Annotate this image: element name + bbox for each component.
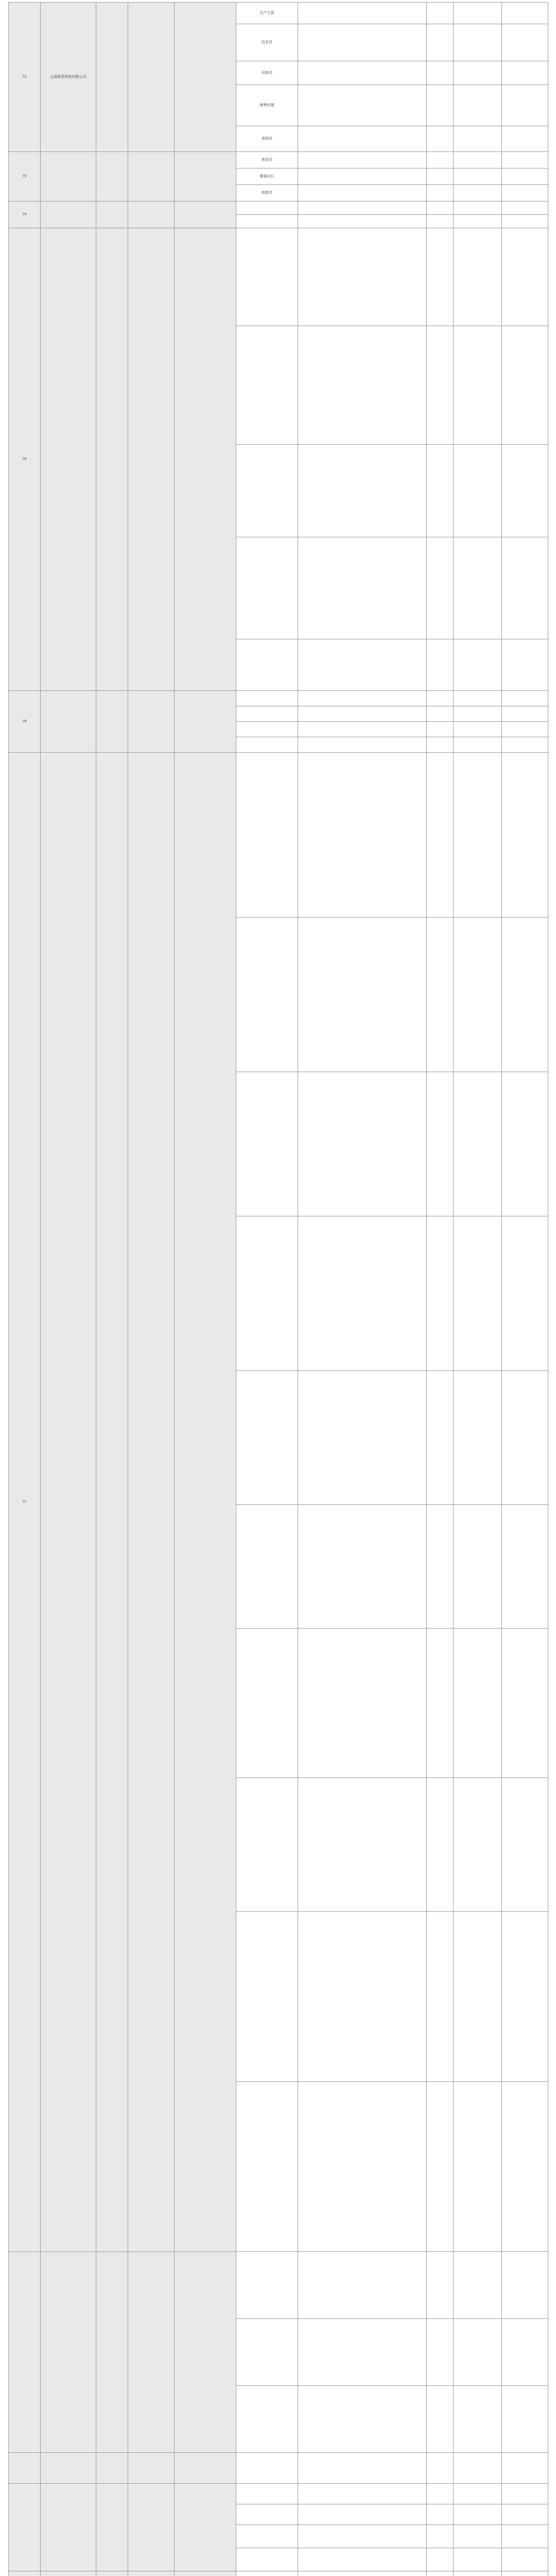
job-note: [502, 126, 548, 152]
company-name: [41, 2252, 96, 2453]
job-salary: [454, 61, 502, 85]
job-title: [236, 2525, 298, 2548]
company-number: 73: [9, 152, 41, 201]
company-contact: [128, 2571, 175, 2576]
company-number: [9, 2571, 41, 2576]
job-requirements: [298, 2453, 427, 2484]
job-note: [502, 1505, 548, 1629]
job-count: [427, 85, 454, 126]
job-note: [502, 215, 548, 228]
job-note: [502, 722, 548, 737]
job-requirements: [298, 722, 427, 737]
company-contact: [128, 691, 175, 753]
job-note: [502, 537, 548, 639]
job-note: [502, 2252, 548, 2319]
job-title: 技术员: [236, 24, 298, 61]
job-note: [502, 2484, 548, 2504]
job-count: [427, 2082, 454, 2252]
company-name: [41, 2484, 96, 2571]
job-requirements: [298, 2548, 427, 2571]
job-salary: [454, 2504, 502, 2525]
job-count: [427, 1912, 454, 2082]
job-note: [502, 2453, 548, 2484]
job-title: 收银员: [236, 185, 298, 201]
job-title: [236, 326, 298, 445]
job-requirements: [298, 228, 427, 326]
job-salary: [454, 24, 502, 61]
job-title: [236, 2386, 298, 2453]
job-count: [427, 3, 454, 24]
job-count: [427, 2548, 454, 2571]
job-note: [502, 1629, 548, 1778]
job-salary: [454, 185, 502, 201]
company-name: [41, 201, 96, 228]
job-salary: [454, 1216, 502, 1371]
job-note: [502, 918, 548, 1072]
job-salary: [454, 737, 502, 753]
job-title: [236, 2504, 298, 2525]
company-contact: [128, 152, 175, 201]
job-count: [427, 737, 454, 753]
job-requirements: [298, 326, 427, 445]
job-count: [427, 228, 454, 326]
job-requirements: [298, 168, 427, 185]
job-title: [236, 2082, 298, 2252]
job-requirements: [298, 2319, 427, 2386]
company-contact: [128, 2252, 175, 2453]
job-note: [502, 1072, 548, 1216]
job-title: [236, 1371, 298, 1505]
job-requirements: [298, 706, 427, 722]
company-region: [96, 2571, 128, 2576]
table-row: [9, 2484, 548, 2504]
company-name: [41, 152, 96, 201]
job-count: [427, 537, 454, 639]
job-requirements: [298, 445, 427, 537]
company-number: 74: [9, 201, 41, 228]
job-requirements: [298, 639, 427, 691]
company-name: [41, 753, 96, 2252]
company-region: [96, 201, 128, 228]
job-title: [236, 1778, 298, 1912]
job-requirements: [298, 61, 427, 85]
table-row: [9, 753, 548, 918]
company-name: 云南恩菲科技有限公司: [41, 3, 96, 152]
company-contact: [128, 2484, 175, 2571]
company-address: [175, 201, 236, 228]
job-title: [236, 2453, 298, 2484]
job-note: [502, 2319, 548, 2386]
company-name: [41, 2453, 96, 2484]
job-salary: [454, 2525, 502, 2548]
job-title: [236, 722, 298, 737]
job-salary: [454, 639, 502, 691]
company-contact: [128, 228, 175, 691]
company-region: [96, 753, 128, 2252]
job-title: 销售经理: [236, 85, 298, 126]
company-number: [9, 2453, 41, 2484]
job-requirements: [298, 918, 427, 1072]
job-salary: [454, 228, 502, 326]
job-note: [502, 3, 548, 24]
job-requirements: [298, 1216, 427, 1371]
job-note: [502, 706, 548, 722]
company-contact: [128, 753, 175, 2252]
job-title: [236, 1629, 298, 1778]
job-title: [236, 639, 298, 691]
job-title: [236, 2571, 298, 2576]
job-title: [236, 228, 298, 326]
job-note: [502, 24, 548, 61]
company-name: [41, 691, 96, 753]
job-requirements: [298, 1072, 427, 1216]
company-number: 75: [9, 228, 41, 691]
job-title: 生产主管: [236, 3, 298, 24]
job-salary: [454, 2571, 502, 2576]
company-region: [96, 691, 128, 753]
job-requirements: [298, 2525, 427, 2548]
job-requirements: [298, 3, 427, 24]
company-contact: [128, 3, 175, 152]
job-count: [427, 2453, 454, 2484]
job-requirements: [298, 737, 427, 753]
table-row: [9, 3, 548, 24]
job-count: [427, 2525, 454, 2548]
company-address: [175, 2571, 236, 2576]
job-count: [427, 918, 454, 1072]
company-contact: [128, 201, 175, 228]
job-note: [502, 152, 548, 168]
job-requirements: [298, 2504, 427, 2525]
job-salary: [454, 1505, 502, 1629]
job-title: [236, 2548, 298, 2571]
job-salary: [454, 2548, 502, 2571]
company-number: [9, 2252, 41, 2453]
job-count: [427, 753, 454, 918]
job-requirements: [298, 1505, 427, 1629]
job-salary: [454, 537, 502, 639]
job-salary: [454, 445, 502, 537]
company-name: [41, 228, 96, 691]
company-address: [175, 228, 236, 691]
job-title: [236, 706, 298, 722]
job-title: 质检员: [236, 126, 298, 152]
job-requirements: [298, 2386, 427, 2453]
company-address: [175, 2252, 236, 2453]
job-title: [236, 2484, 298, 2504]
job-listing-page: [8, 2, 548, 2576]
job-note: [502, 753, 548, 918]
job-requirements: [298, 1912, 427, 2082]
table-row: [9, 201, 548, 215]
job-requirements: [298, 185, 427, 201]
company-name: [41, 2571, 96, 2576]
job-salary: [454, 706, 502, 722]
job-count: [427, 1371, 454, 1505]
company-address: [175, 152, 236, 201]
job-requirements: [298, 691, 427, 706]
company-contact: [128, 2453, 175, 2484]
job-listing-table: [8, 2, 548, 2576]
company-number: 72: [9, 3, 41, 152]
job-note: [502, 445, 548, 537]
job-title: [236, 2319, 298, 2386]
job-count: [427, 24, 454, 61]
job-note: [502, 85, 548, 126]
job-requirements: [298, 1778, 427, 1912]
job-note: [502, 2504, 548, 2525]
job-salary: [454, 2252, 502, 2319]
job-note: [502, 1371, 548, 1505]
job-salary: [454, 326, 502, 445]
job-note: [502, 168, 548, 185]
job-note: [502, 2525, 548, 2548]
job-count: [427, 326, 454, 445]
job-note: [502, 326, 548, 445]
company-region: [96, 2252, 128, 2453]
job-title: [236, 537, 298, 639]
table-row: [9, 2571, 548, 2576]
job-note: [502, 1216, 548, 1371]
job-title: 营业员: [236, 152, 298, 168]
job-salary: [454, 126, 502, 152]
job-count: [427, 1072, 454, 1216]
job-note: [502, 639, 548, 691]
job-title: [236, 1216, 298, 1371]
job-count: [427, 2386, 454, 2453]
company-region: [96, 2484, 128, 2571]
job-salary: [454, 2386, 502, 2453]
job-salary: [454, 753, 502, 918]
job-requirements: [298, 24, 427, 61]
job-count: [427, 201, 454, 215]
job-requirements: [298, 1629, 427, 1778]
job-count: [427, 2504, 454, 2525]
job-salary: [454, 1371, 502, 1505]
job-count: [427, 168, 454, 185]
company-number: 77: [9, 753, 41, 2252]
job-note: [502, 2548, 548, 2571]
job-note: [502, 691, 548, 706]
job-salary: [454, 1778, 502, 1912]
job-salary: [454, 215, 502, 228]
job-requirements: [298, 2082, 427, 2252]
table-row: [9, 691, 548, 706]
job-count: [427, 2252, 454, 2319]
table-row: [9, 2252, 548, 2319]
job-requirements: [298, 537, 427, 639]
job-count: [427, 61, 454, 85]
job-title: [236, 737, 298, 753]
company-region: [96, 152, 128, 201]
job-title: 设备员: [236, 61, 298, 85]
job-salary: [454, 168, 502, 185]
job-salary: [454, 1912, 502, 2082]
company-number: [9, 2484, 41, 2571]
job-title: 储备店长: [236, 168, 298, 185]
job-title: [236, 1912, 298, 2082]
job-note: [502, 61, 548, 85]
company-address: [175, 3, 236, 152]
job-count: [427, 152, 454, 168]
job-note: [502, 201, 548, 215]
job-salary: [454, 1072, 502, 1216]
job-count: [427, 215, 454, 228]
job-count: [427, 1629, 454, 1778]
job-count: [427, 1505, 454, 1629]
job-title: [236, 691, 298, 706]
company-region: [96, 228, 128, 691]
job-count: [427, 2571, 454, 2576]
job-count: [427, 691, 454, 706]
table-row: [9, 152, 548, 168]
job-requirements: [298, 152, 427, 168]
job-salary: [454, 3, 502, 24]
job-count: [427, 706, 454, 722]
table-body: [9, 3, 548, 2576]
company-address: [175, 691, 236, 753]
job-note: [502, 1912, 548, 2082]
company-address: [175, 753, 236, 2252]
job-note: [502, 737, 548, 753]
company-region: [96, 2453, 128, 2484]
table-row: [9, 2453, 548, 2484]
job-salary: [454, 691, 502, 706]
job-title: [236, 753, 298, 918]
job-note: [502, 2386, 548, 2453]
company-address: [175, 2484, 236, 2571]
job-requirements: [298, 126, 427, 152]
job-salary: [454, 722, 502, 737]
job-count: [427, 1216, 454, 1371]
job-count: [427, 185, 454, 201]
job-title: [236, 1072, 298, 1216]
job-title: [236, 2252, 298, 2319]
job-count: [427, 639, 454, 691]
job-requirements: [298, 2252, 427, 2319]
job-requirements: [298, 215, 427, 228]
job-note: [502, 228, 548, 326]
job-salary: [454, 201, 502, 215]
job-salary: [454, 85, 502, 126]
job-salary: [454, 152, 502, 168]
job-salary: [454, 2319, 502, 2386]
table-row: [9, 228, 548, 326]
company-address: [175, 2453, 236, 2484]
job-salary: [454, 2484, 502, 2504]
job-salary: [454, 2082, 502, 2252]
job-count: [427, 445, 454, 537]
job-requirements: [298, 201, 427, 215]
job-title: [236, 445, 298, 537]
job-count: [427, 126, 454, 152]
job-count: [427, 1778, 454, 1912]
job-requirements: [298, 1371, 427, 1505]
company-region: [96, 3, 128, 152]
job-title: [236, 1505, 298, 1629]
company-number: 76: [9, 691, 41, 753]
job-note: [502, 2571, 548, 2576]
job-requirements: [298, 753, 427, 918]
job-note: [502, 2082, 548, 2252]
job-title: [236, 215, 298, 228]
job-note: [502, 185, 548, 201]
job-requirements: [298, 2571, 427, 2576]
job-requirements: [298, 2484, 427, 2504]
job-title: [236, 201, 298, 215]
job-count: [427, 2319, 454, 2386]
job-count: [427, 2484, 454, 2504]
job-title: [236, 918, 298, 1072]
job-salary: [454, 918, 502, 1072]
job-salary: [454, 1629, 502, 1778]
job-count: [427, 722, 454, 737]
job-salary: [454, 2453, 502, 2484]
job-note: [502, 1778, 548, 1912]
job-requirements: [298, 85, 427, 126]
